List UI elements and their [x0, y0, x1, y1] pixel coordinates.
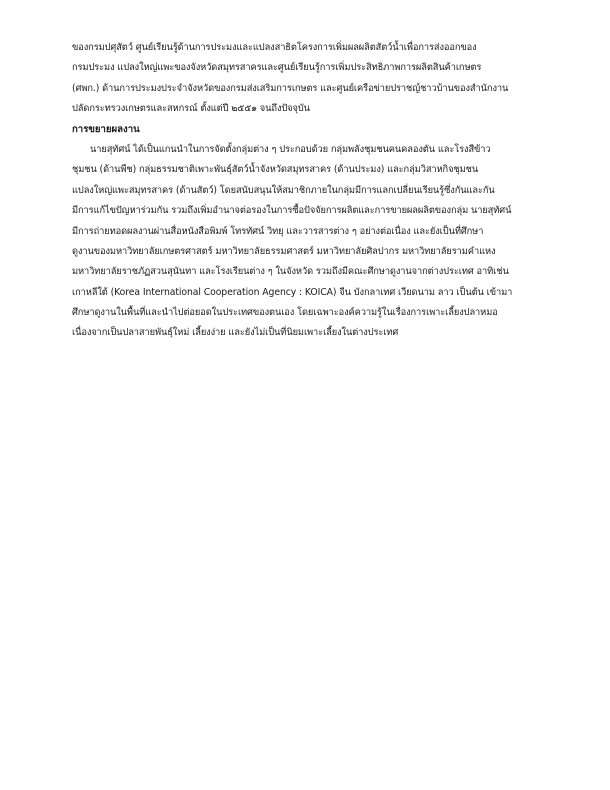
text-line: (ศพก.) ด้านการประมงประจำจังหวัดของกรมส่งเสริมการเกษตร และศูนย์เครือข่ายปราชญ์ชาวบ้านของสำนักงาน [72, 82, 509, 94]
text-line: กรมประมง แปลงใหญ่แพะของจังหวัดสมุทรสาครและศูนย์เรียนรู้การเพิ่มประสิทธิภาพการผลิตสินค้าเกษตร [72, 62, 482, 74]
text-line: ดูงานของมหาวิทยาลัยเกษตรศาสตร์ มหาวิทยาลัยธรรมศาสตร์ มหาวิทยาลัยศิลปากร มหาวิทยาลัยรามคำแหง [72, 245, 496, 257]
text-line: เกาหลีใต้ (Korea International Cooperation Agency : KOICA) จีน บังกลาเทศ เวียดนาม ลาว เป็นต้น เข้ามา [72, 286, 513, 298]
text-line: มหาวิทยาลัยราชภัฏสวนสุนันทา และโรงเรียนต่าง ๆ ในจังหวัด รวมถึงมีคณะศึกษาดูงานจากต่างประเทศ อาทิเช่น [72, 266, 509, 278]
text-line: มีการแก้ไขปัญหาร่วมกัน รวมถึงเพิ่มอำนาจต่อรองในการซื้อปัจจัยการผลิตและการขายผลผลิตของกลุ่ม นายสุทัศน์ [72, 205, 512, 217]
expansion-paragraph [72, 140, 548, 344]
intro-paragraph [72, 38, 548, 120]
text-line: ปลัดกระทรวงเกษตรและสหกรณ์ ตั้งแต่ปี ๒๕๕๑ จนถึงปัจจุบัน [72, 103, 310, 115]
text-line: เนื่องจากเป็นปลาสายพันธุ์ใหม่ เลี้ยงง่าย และยังไม่เป็นที่นิยมเพาะเลี้ยงในต่างประเทศ [72, 327, 399, 339]
text-line: ของกรมปศุสัตว์ ศูนย์เรียนรู้ด้านการประมงและแปลงสาธิตโครงการเพิ่มผลผลิตสัตว์น้ำเพื่อการส่งออกของ [72, 42, 477, 53]
text-line: ศึกษาดูงานในพื้นที่และนำไปต่อยอดในประเทศของตนเอง โดยเฉพาะองค์ความรู้ในเรื่องการเพาะเลี้ยงปลาหมอ [72, 307, 498, 319]
text-line: นายสุทัศน์ ได้เป็นแกนนำในการจัดตั้งกลุ่มต่าง ๆ ประกอบด้วย กลุ่มพลังชุมชนคนคลองตัน และโรงสีข้าว [90, 143, 491, 155]
section-heading: การขยายผลงาน [72, 123, 140, 135]
text-line: แปลงใหญ่แพะสมุทรสาคร (ด้านสัตว์) โดยสนับสนุนให้สมาชิกภายในกลุ่มมีการแลกเปลี่ยนเรียนรู้ซึ่งกันและกัน [72, 184, 495, 196]
text-line: มีการถ่ายทอดผลงานผ่านสื่อหนังสือพิมพ์ โทรทัศน์ วิทยุ และวารสารต่าง ๆ อย่างต่อเนื่อง และยังเป็นที่ศึกษา [72, 225, 484, 237]
document-page [72, 38, 548, 344]
text-line: ชุมชน (ด้านพืช) กลุ่มธรรมชาติเพาะพันธุ์สัตว์น้ำจังหวัดสมุทรสาคร (ด้านประมง) และกลุ่มวิสาหกิจชุมชน [72, 164, 479, 176]
